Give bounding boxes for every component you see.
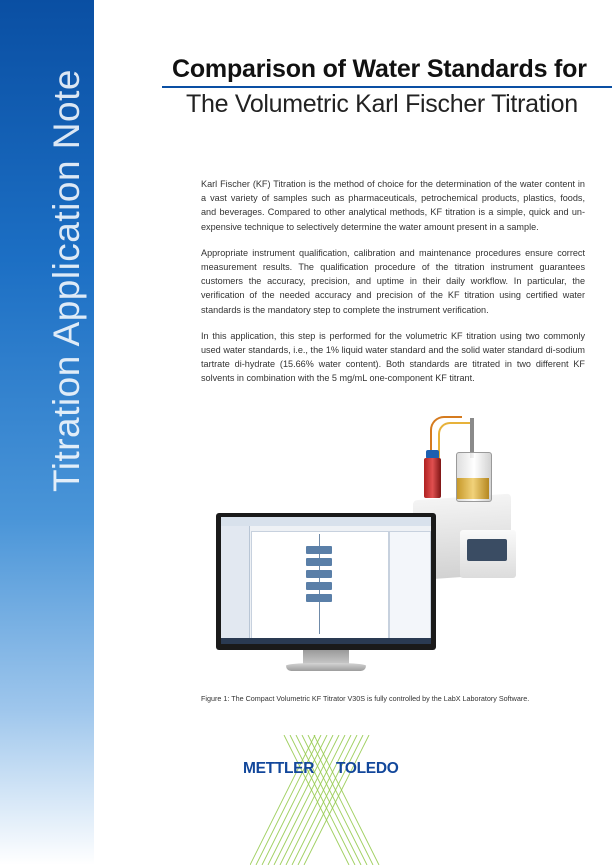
- method-node: [306, 546, 332, 554]
- body-paragraph-1: Karl Fischer (KF) Titration is the method of choice for the determination of the water content in a vast variety of samples such as pharmaceuticals, petrochemical products, plastics, foods, and beverages. Compared to other analytical methods, KF titration is a simple, quick and un-expensive technique to selectively determine the water amount present in a sample.: [201, 179, 585, 232]
- monitor-neck: [303, 650, 349, 664]
- titration-vessel-liquid: [457, 478, 489, 499]
- titrator-display: [467, 539, 507, 561]
- body-paragraph-2: Appropriate instrument qualification, calibration and maintenance procedures ensure correct measurement results. The qualification procedure of the titration instrument guarantees customers the accuracy, precision, and uptime in their daily workflow. In particular, the verification of the needed accuracy and precision of the KF titration using certified water standards is the mandatory step to complete the instrument verification.: [201, 247, 585, 315]
- taskbar: [221, 638, 431, 644]
- method-node: [306, 582, 332, 590]
- software-properties-panel: [389, 531, 431, 639]
- software-navigation: [221, 526, 250, 638]
- body-text: [201, 177, 585, 398]
- method-node: [306, 570, 332, 578]
- logo-wordmark-right: TOLEDO: [336, 760, 399, 777]
- logo-stripes-graphic: [250, 735, 380, 865]
- title-divider: [162, 86, 612, 88]
- document-title: Comparison of Water Standards for: [172, 55, 587, 83]
- monitor: [216, 513, 436, 650]
- document-subtitle: The Volumetric Karl Fischer Titration: [186, 90, 578, 118]
- monitor-base: [286, 663, 366, 671]
- reagent-bottle: [424, 458, 441, 498]
- software-method-canvas: [251, 531, 389, 639]
- method-node: [306, 558, 332, 566]
- method-node: [306, 594, 332, 602]
- software-toolbar: [221, 517, 431, 526]
- software-screen: [221, 517, 431, 644]
- figure-caption: Figure 1: The Compact Volumetric KF Titrator V30S is fully controlled by the LabX Laboratory Software.: [201, 694, 530, 703]
- body-paragraph-3: In this application, this step is performed for the volumetric KF titration using two commonly used water standards, i.e., the 1% liquid water standard and the solid water standard di-sodium tartrate di-hydrate (15.66% water content). Both standards are titrated in two different KF solvents in combination with the 5 mg/mL one-component KF titrant.: [201, 330, 585, 384]
- logo-wordmark-left: METTLER: [243, 760, 315, 777]
- figure-instrument: [200, 400, 600, 685]
- sidebar-title: Titration Application Note: [46, 69, 87, 492]
- sidebar-band: [0, 0, 94, 865]
